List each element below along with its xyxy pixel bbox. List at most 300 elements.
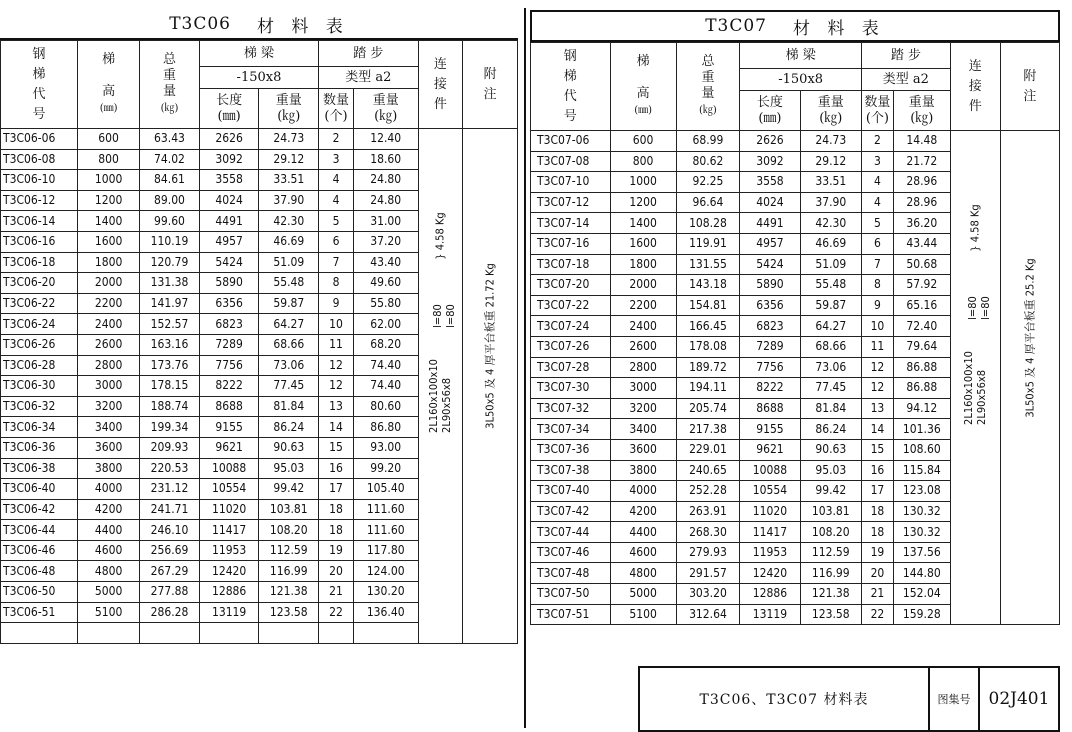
cell-beam-length: 7756 — [740, 357, 800, 378]
cell-height: 5000 — [78, 582, 140, 603]
cell-weight: 246.10 — [140, 520, 200, 541]
cell-beam-weight: 108.20 — [259, 520, 319, 541]
cell-weight: 80.62 — [676, 151, 740, 172]
cell-code: T3C07-30 — [531, 378, 611, 399]
cell-weight: 231.12 — [140, 479, 200, 500]
cell-beam-length: 9155 — [199, 417, 259, 438]
cell-height: 2600 — [78, 334, 140, 355]
cell-height: 2600 — [610, 336, 676, 357]
cell-beam-length: 3558 — [199, 170, 259, 191]
cell-step-count: 15 — [862, 439, 894, 460]
cell-weight: 143.18 — [676, 275, 740, 296]
cell-beam-length: 6823 — [740, 316, 800, 337]
cell-height: 3200 — [78, 396, 140, 417]
cell-beam-length: 8222 — [199, 376, 259, 397]
cell-height: 4400 — [78, 520, 140, 541]
cell-beam-weight: 24.73 — [259, 129, 319, 150]
connector-length-1: l=80 — [966, 295, 980, 320]
cell-weight: 267.29 — [140, 561, 200, 582]
cell-step-count: 3 — [319, 149, 354, 170]
cell-weight: 291.57 — [676, 563, 740, 584]
cell-weight: 194.11 — [676, 378, 740, 399]
cell-beam-weight: 81.84 — [259, 396, 319, 417]
cell-step-weight: 94.12 — [893, 398, 950, 419]
cell-weight: 152.57 — [140, 314, 200, 335]
cell-beam-length: 5424 — [740, 254, 800, 275]
cell-code: T3C06-28 — [1, 355, 78, 376]
cell-code: T3C06-48 — [1, 561, 78, 582]
cell-step-weight: 117.80 — [353, 540, 418, 561]
cell-code: T3C07-12 — [531, 192, 611, 213]
cell-height: 1400 — [78, 211, 140, 232]
cell-beam-length: 12886 — [199, 582, 259, 603]
cell-step-weight: 111.60 — [353, 520, 418, 541]
cell-weight: 256.69 — [140, 540, 200, 561]
cell-code: T3C06-36 — [1, 437, 78, 458]
header-step: 踏 步 — [319, 41, 418, 67]
cell-code: T3C06-16 — [1, 231, 78, 252]
cell-code: T3C06-18 — [1, 252, 78, 273]
header-step-spec: 类型 a2 — [862, 69, 951, 91]
cell-code: T3C06-46 — [1, 540, 78, 561]
cell-beam-weight: 116.99 — [259, 561, 319, 582]
cell-beam-length: 8688 — [740, 398, 800, 419]
header-note — [463, 41, 518, 129]
cell-step-count: 17 — [319, 479, 354, 500]
cell-height: 1000 — [78, 170, 140, 191]
cell-height: 1800 — [78, 252, 140, 273]
header-char: 附 — [483, 66, 497, 82]
cell-beam-length: 13119 — [740, 604, 800, 625]
cell-step-count: 7 — [862, 254, 894, 275]
cell-beam-weight: 112.59 — [259, 540, 319, 561]
cell-code: T3C07-10 — [531, 172, 611, 193]
cell-code: T3C07-20 — [531, 275, 611, 296]
cell-weight: 99.60 — [140, 211, 200, 232]
connector-weight: } 4.58 Kg — [433, 212, 447, 260]
cell-weight: 220.53 — [140, 458, 200, 479]
cell-step-weight: 130.20 — [353, 582, 418, 603]
cell-beam-weight: 59.87 — [259, 293, 319, 314]
header-conn — [950, 43, 1000, 131]
cell-code: T3C07-08 — [531, 151, 611, 172]
cell-code: T3C06-22 — [1, 293, 78, 314]
cell-weight: 241.71 — [140, 499, 200, 520]
cell-beam-weight: 55.48 — [259, 273, 319, 294]
cell-weight: 217.38 — [676, 419, 740, 440]
cell-code: T3C07-51 — [531, 604, 611, 625]
header-char: 注 — [1023, 88, 1037, 104]
header-char: 代 — [32, 86, 46, 102]
header-step-count-label: 数量 — [864, 94, 891, 110]
cell-weight: 141.97 — [140, 293, 200, 314]
cell-step-weight: 14.48 — [893, 131, 950, 152]
cell-height: 1000 — [610, 172, 676, 193]
header-height-unit: (㎜) — [634, 105, 653, 116]
cell-weight: 188.74 — [140, 396, 200, 417]
cell-step-count: 21 — [862, 584, 894, 605]
header-char: 件 — [433, 96, 447, 112]
cell-height: 4200 — [78, 499, 140, 520]
header-note — [1000, 43, 1059, 131]
cell-height: 5000 — [610, 584, 676, 605]
cell-code: T3C06-40 — [1, 479, 78, 500]
cell-beam-length: 3092 — [740, 151, 800, 172]
cell-weight: 108.28 — [676, 213, 740, 234]
drawing-caption: T3C06、T3C07 材料表 — [699, 692, 869, 708]
cell-step-weight: 57.92 — [893, 275, 950, 296]
cell-step-count: 14 — [319, 417, 354, 438]
cell-height: 2400 — [610, 316, 676, 337]
table-row — [1, 129, 518, 150]
table-title-text: 材 料 表 — [256, 16, 349, 37]
cell-height: 1200 — [78, 190, 140, 211]
cell-step-weight: 152.04 — [893, 584, 950, 605]
empty-cell — [319, 623, 354, 644]
cell-beam-weight: 29.12 — [800, 151, 861, 172]
header-char: 件 — [968, 98, 982, 114]
cell-step-count: 14 — [862, 419, 894, 440]
cell-step-weight: 36.20 — [893, 213, 950, 234]
cell-code: T3C07-44 — [531, 522, 611, 543]
cell-code: T3C06-34 — [1, 417, 78, 438]
header-code — [1, 41, 78, 129]
cell-beam-length: 2626 — [740, 131, 800, 152]
cell-weight: 96.64 — [676, 192, 740, 213]
header-step: 踏 步 — [862, 43, 951, 69]
cell-beam-weight: 55.48 — [800, 275, 861, 296]
cell-height: 4800 — [78, 561, 140, 582]
note-text: 3L50x5 及 4 厚平台板重 25.2 Kg — [1023, 257, 1037, 418]
cell-height: 600 — [78, 129, 140, 150]
cell-height: 4800 — [610, 563, 676, 584]
cell-beam-weight: 112.59 — [800, 542, 861, 563]
header-beam-weight — [259, 89, 319, 129]
header-beam-length-unit: (㎜) — [758, 110, 782, 126]
connector-spec-2: 2L90x56x8 — [440, 377, 454, 433]
cell-step-count: 16 — [862, 460, 894, 481]
cell-beam-length: 8222 — [740, 378, 800, 399]
table-title — [530, 10, 1060, 42]
empty-cell — [199, 623, 259, 644]
connector-length-2: l=80 — [979, 295, 993, 320]
header-char: 代 — [563, 88, 577, 104]
cell-step-weight: 136.40 — [353, 602, 418, 623]
cell-beam-length: 2626 — [199, 129, 259, 150]
header-weight-3: 量 — [701, 86, 715, 101]
cell-weight: 268.30 — [676, 522, 740, 543]
cell-weight: 189.72 — [676, 357, 740, 378]
cell-weight: 286.28 — [140, 602, 200, 623]
cell-beam-weight: 77.45 — [800, 378, 861, 399]
header-height-1: 梯 — [102, 52, 116, 67]
cell-step-count: 22 — [319, 602, 354, 623]
header-step-count — [862, 91, 894, 131]
cell-beam-weight: 77.45 — [259, 376, 319, 397]
cell-step-count: 2 — [319, 129, 354, 150]
cell-beam-weight: 51.09 — [800, 254, 861, 275]
cell-height: 2400 — [78, 314, 140, 335]
cell-height: 3600 — [78, 437, 140, 458]
cell-step-count: 2 — [862, 131, 894, 152]
note-cell — [463, 129, 518, 644]
table-code: T3C07 — [705, 16, 767, 36]
cell-beam-length: 4024 — [740, 192, 800, 213]
header-char: 号 — [563, 108, 577, 124]
cell-height: 1200 — [610, 192, 676, 213]
cell-code: T3C06-14 — [1, 211, 78, 232]
header-beam-spec: -150x8 — [199, 67, 318, 89]
cell-beam-length: 10088 — [199, 458, 259, 479]
cell-height: 1600 — [78, 231, 140, 252]
cell-step-weight: 18.60 — [353, 149, 418, 170]
cell-code: T3C07-36 — [531, 439, 611, 460]
header-weight-3: 量 — [162, 84, 176, 99]
cell-step-weight: 108.60 — [893, 439, 950, 460]
header-char: 连 — [433, 56, 447, 72]
cell-step-weight: 43.44 — [893, 233, 950, 254]
cell-beam-weight: 95.03 — [259, 458, 319, 479]
cell-weight: 178.08 — [676, 336, 740, 357]
header-char: 钢 — [563, 48, 577, 64]
cell-weight: 205.74 — [676, 398, 740, 419]
cell-height: 3600 — [610, 439, 676, 460]
cell-weight: 279.93 — [676, 542, 740, 563]
header-height-1: 梯 — [636, 54, 650, 69]
cell-beam-weight: 123.58 — [259, 602, 319, 623]
cell-code: T3C07-40 — [531, 481, 611, 502]
cell-step-count: 18 — [862, 522, 894, 543]
cell-weight: 131.38 — [140, 273, 200, 294]
cell-step-count: 13 — [319, 396, 354, 417]
cell-step-count: 19 — [862, 542, 894, 563]
header-step-weight-unit: (㎏) — [374, 108, 398, 124]
cell-beam-length: 11953 — [740, 542, 800, 563]
cell-step-count: 6 — [319, 231, 354, 252]
cell-step-weight: 43.40 — [353, 252, 418, 273]
cell-step-count: 11 — [862, 336, 894, 357]
cell-step-weight: 101.36 — [893, 419, 950, 440]
cell-step-count: 13 — [862, 398, 894, 419]
cell-step-weight: 24.80 — [353, 190, 418, 211]
cell-height: 4200 — [610, 501, 676, 522]
cell-height: 3400 — [610, 419, 676, 440]
header-height — [78, 41, 140, 129]
cell-beam-length: 4957 — [199, 231, 259, 252]
cell-height: 4000 — [78, 479, 140, 500]
cell-step-weight: 105.40 — [353, 479, 418, 500]
header-char: 接 — [968, 78, 982, 94]
material-table — [0, 40, 518, 644]
cell-beam-length: 11020 — [199, 499, 259, 520]
cell-step-weight: 62.00 — [353, 314, 418, 335]
header-step-count-unit: (个) — [324, 108, 348, 124]
cell-weight: 173.76 — [140, 355, 200, 376]
title-block — [638, 666, 1060, 732]
cell-code: T3C07-42 — [531, 501, 611, 522]
cell-code: T3C07-34 — [531, 419, 611, 440]
cell-beam-weight: 37.90 — [800, 192, 861, 213]
cell-weight: 74.02 — [140, 149, 200, 170]
cell-beam-length: 11953 — [199, 540, 259, 561]
cell-step-count: 6 — [862, 233, 894, 254]
cell-step-count: 15 — [319, 437, 354, 458]
header-code — [531, 43, 611, 131]
cell-weight: 312.64 — [676, 604, 740, 625]
cell-beam-weight: 95.03 — [800, 460, 861, 481]
header-weight-unit: (㎏) — [160, 103, 179, 114]
header-char: 梯 — [32, 66, 46, 82]
cell-height: 4600 — [78, 540, 140, 561]
cell-step-count: 21 — [319, 582, 354, 603]
material-table — [530, 42, 1060, 625]
cell-height: 800 — [78, 149, 140, 170]
cell-step-count: 22 — [862, 604, 894, 625]
header-step-weight-unit: (㎏) — [910, 110, 934, 126]
cell-weight: 178.15 — [140, 376, 200, 397]
header-weight — [676, 43, 740, 131]
cell-step-count: 18 — [319, 520, 354, 541]
cell-step-count: 20 — [319, 561, 354, 582]
cell-step-weight: 28.96 — [893, 192, 950, 213]
cell-step-count: 10 — [319, 314, 354, 335]
cell-weight: 240.65 — [676, 460, 740, 481]
cell-step-weight: 159.28 — [893, 604, 950, 625]
cell-step-weight: 12.40 — [353, 129, 418, 150]
cell-height: 2800 — [610, 357, 676, 378]
connector-spec-2: 2L90x56x8 — [975, 369, 989, 425]
cell-beam-weight: 73.06 — [259, 355, 319, 376]
cell-beam-weight: 99.42 — [800, 481, 861, 502]
cell-step-count: 18 — [319, 499, 354, 520]
cell-beam-weight: 24.73 — [800, 131, 861, 152]
header-conn — [418, 41, 463, 129]
cell-step-weight: 72.40 — [893, 316, 950, 337]
cell-beam-length: 8688 — [199, 396, 259, 417]
cell-code: T3C06-51 — [1, 602, 78, 623]
cell-code: T3C06-20 — [1, 273, 78, 294]
cell-step-weight: 93.00 — [353, 437, 418, 458]
cell-beam-weight: 46.69 — [259, 231, 319, 252]
cell-beam-length: 9155 — [740, 419, 800, 440]
cell-beam-length: 3558 — [740, 172, 800, 193]
cell-height: 3200 — [610, 398, 676, 419]
connector-cell — [418, 129, 463, 644]
cell-code: T3C06-08 — [1, 149, 78, 170]
cell-beam-weight: 64.27 — [259, 314, 319, 335]
cell-step-count: 3 — [862, 151, 894, 172]
header-height-unit: (㎜) — [99, 103, 118, 114]
cell-beam-weight: 123.58 — [800, 604, 861, 625]
header-char: 号 — [32, 106, 46, 122]
cell-code: T3C06-12 — [1, 190, 78, 211]
header-height-2: 高 — [636, 86, 650, 101]
cell-beam-length: 6356 — [199, 293, 259, 314]
cell-height: 2000 — [610, 275, 676, 296]
header-beam-weight-unit: (㎏) — [277, 108, 301, 124]
cell-code: T3C07-26 — [531, 336, 611, 357]
cell-beam-length: 4024 — [199, 190, 259, 211]
cell-step-weight: 31.00 — [353, 211, 418, 232]
cell-step-weight: 86.88 — [893, 357, 950, 378]
cell-weight: 166.45 — [676, 316, 740, 337]
cell-step-weight: 137.56 — [893, 542, 950, 563]
cell-beam-length: 4491 — [199, 211, 259, 232]
cell-step-count: 8 — [862, 275, 894, 296]
header-height-2: 高 — [102, 84, 116, 99]
cell-beam-length: 9621 — [740, 439, 800, 460]
cell-beam-length: 12420 — [199, 561, 259, 582]
cell-step-count: 4 — [319, 170, 354, 191]
cell-step-count: 20 — [862, 563, 894, 584]
cell-height: 1600 — [610, 233, 676, 254]
cell-weight: 68.99 — [676, 131, 740, 152]
header-beam-weight — [800, 91, 861, 131]
connector-spec-1: 2L160x100x10 — [962, 350, 976, 425]
cell-step-weight: 74.40 — [353, 376, 418, 397]
cell-step-weight: 74.40 — [353, 355, 418, 376]
header-beam-weight-label: 重量 — [817, 94, 844, 110]
cell-height: 3000 — [78, 376, 140, 397]
cell-code: T3C06-38 — [1, 458, 78, 479]
cell-step-weight: 86.88 — [893, 378, 950, 399]
cell-step-count: 12 — [862, 357, 894, 378]
cell-weight: 63.43 — [140, 129, 200, 150]
cell-weight: 119.91 — [676, 233, 740, 254]
cell-code: T3C06-30 — [1, 376, 78, 397]
cell-beam-weight: 42.30 — [800, 213, 861, 234]
cell-code: T3C07-18 — [531, 254, 611, 275]
cell-code: T3C07-24 — [531, 316, 611, 337]
cell-height: 3800 — [610, 460, 676, 481]
cell-step-count: 12 — [319, 376, 354, 397]
cell-height: 5100 — [78, 602, 140, 623]
cell-step-count: 5 — [319, 211, 354, 232]
cell-code: T3C07-28 — [531, 357, 611, 378]
cell-beam-length: 4491 — [740, 213, 800, 234]
right-material-table — [530, 10, 1060, 625]
cell-step-weight: 115.84 — [893, 460, 950, 481]
header-beam-length — [740, 91, 800, 131]
cell-step-count: 12 — [862, 378, 894, 399]
cell-step-weight: 124.00 — [353, 561, 418, 582]
atlas-number: 02J401 — [978, 668, 1058, 730]
connector-spec-1: 2L160x100x10 — [427, 358, 441, 433]
cell-step-count: 4 — [862, 192, 894, 213]
header-step-weight — [893, 91, 950, 131]
cell-beam-length: 11417 — [199, 520, 259, 541]
cell-weight: 303.20 — [676, 584, 740, 605]
cell-weight: 199.34 — [140, 417, 200, 438]
cell-step-count: 11 — [319, 334, 354, 355]
cell-step-weight: 79.64 — [893, 336, 950, 357]
header-beam-length-label: 长度 — [756, 94, 783, 110]
header-beam: 梯 梁 — [740, 43, 862, 69]
cell-beam-weight: 103.81 — [800, 501, 861, 522]
cell-height: 4600 — [610, 542, 676, 563]
header-weight — [140, 41, 200, 129]
header-char: 钢 — [32, 46, 46, 62]
cell-weight: 120.79 — [140, 252, 200, 273]
header-weight-1: 总 — [162, 52, 176, 67]
cell-weight: 110.19 — [140, 231, 200, 252]
connector-length-2: l=80 — [444, 304, 458, 328]
connector-cell — [950, 131, 1000, 625]
header-step-count — [319, 89, 354, 129]
cell-step-count: 19 — [319, 540, 354, 561]
cell-weight: 163.16 — [140, 334, 200, 355]
table-row — [531, 131, 1060, 152]
